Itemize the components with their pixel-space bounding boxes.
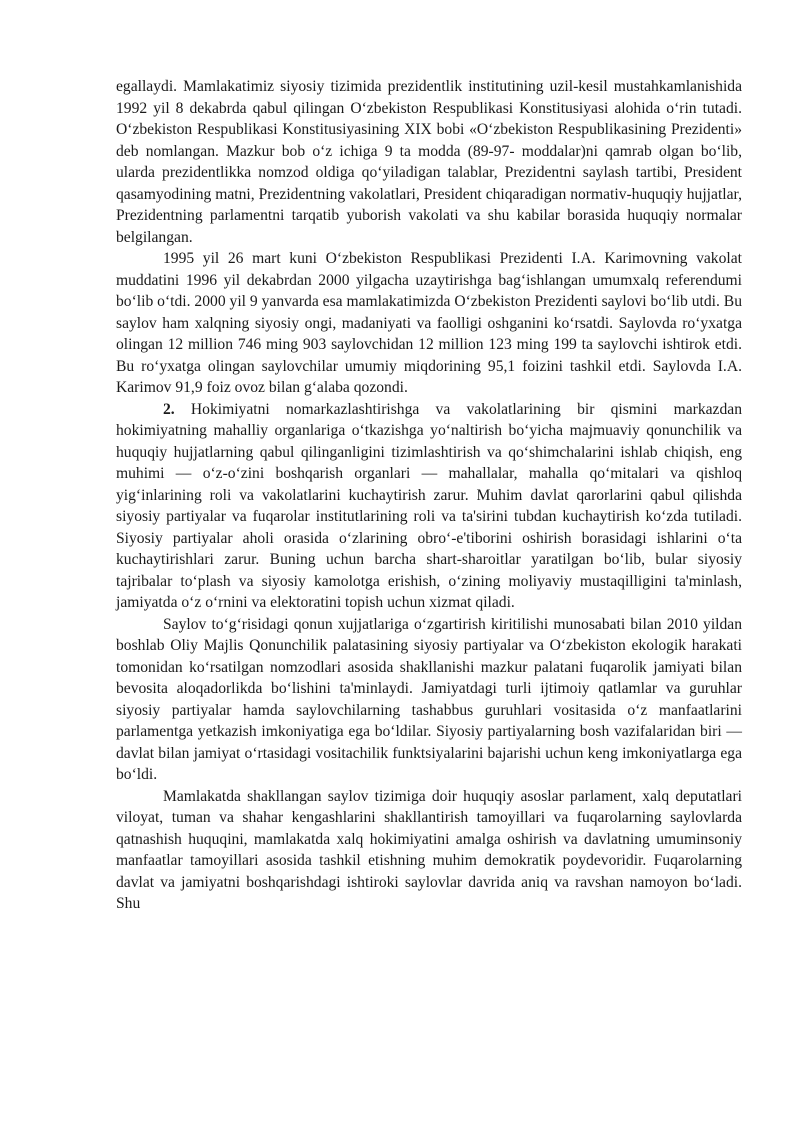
paragraph-continuation: egallaydi. Mamlakatimiz siyosiy tizimida prezidentlik institutining uzil-kesil mustahkamlanishida 1992 yil 8 dekabrda qabul qilingan O‘zbekiston Respublikasi Konstitusiyasi alohida o‘rin tutadi. O‘zbekiston Respublikasi Konstitusiyasining XIX bobi «O‘zbekiston Respublikasining Prezidenti» deb nomlangan. Mazkur bob o‘z ichiga 9 ta modda (89-97- moddalar)ni qamrab olgan bo‘lib, ularda prezidentlikka nomzod oldiga qo‘yiladigan talablar, Prezidentni saylash tartibi, President qasamyodining matni, Prezidentning vakolatlari, President chiqaradigan normativ-huquqiy hujjatlar, Prezidentning parlamentni tarqatib yuborish vakolati va shu kabilar borasida huquqiy normalar belgilangan. xyxy=(116,78,742,246)
paragraph-decentralization xyxy=(116,399,742,614)
paragraph-electoral-system: Mamlakatda shakllangan saylov tizimiga doir huquqiy asoslar parlament, xalq deputatlari viloyat, tuman va shahar kengashlarini shakllantirish tamoyillari va fuqarolarning saylovlarda qatnashish huquqini, mamlakatda xalq hokimiyatini amalga oshirish va davlatning umuminsoniy manfaatlar tamoyillari asosida tashkil etishning muhim demokratik poydevoridir. Fuqarolarning davlat va jamiyatni boshqarishdagi ishtiroki saylovlar davrida aniq va ravshan namoyon bo‘ladi. Shu xyxy=(116,787,742,912)
paragraph-referendum-election: 1995 yil 26 mart kuni O‘zbekiston Respublikasi Prezidenti I.A. Karimovning vakolat muddatini 1996 yil dekabrdan 2000 yilgacha uzaytirishga bag‘ishlangan umumxalq referendumi bo‘lib o‘tdi. 2000 yil 9 yanvarda esa mamlakatimizda O‘zbekiston Prezidenti saylovi bo‘lib utdi. Bu saylov ham xalqning siyosiy ongi, madaniyati va faolligi oshganini ko‘rsatdi. Saylovda ro‘yxatga olingan 12 million 746 ming 903 saylovchidan 12 million 123 ming 199 ta saylovchi ishtirok etdi. Bu ro‘yxatga olingan saylovchilar umumiy miqdorining 95,1 foizini tashkil etdi. Saylovda I.A. Karimov 91,9 foiz ovoz bilan g‘alaba qozondi. xyxy=(116,250,742,396)
paragraph-decentralization-text: Hokimiyatni nomarkazlashtirishga va vakolatlarining bir qismini markazdan hokimiyatning mahalliy organlariga o‘tkazishga yo‘naltirish bo‘yicha majmuaviy qonunchilik va huquqiy hujjatlarning qabul qilinganligini tizimlashtirish va qo‘shimchalarini ishlab chiqish, eng muhimi — o‘z-o‘zini boshqarish organlari — mahallalar, mahalla qo‘mitalari va qishloq yig‘inlarining roli va vakolatlarini kuchaytirish zarur. Muhim davlat qarorlarini qabul qilishda siyosiy partiyalar va fuqarolar institutlarining roli va ta'sirini tubdan kuchaytirish ko‘zda tutiladi. Siyosiy partiyalar aholi orasida o‘zlarining obro‘-e'tiborini oshirish borasidagi ishlarini o‘ta kuchaytirishlari zarur. Buning uchun barcha shart-sharoitlar yaratilgan bo‘lib, bular siyosiy tajribalar to‘plash va siyosiy kamolotga erishish, o‘zining moliyaviy mustaqilligini ta'minlash, jamiyatda o‘z o‘rnini va elektoratini topish uchun xizmat qiladi. xyxy=(116,400,742,611)
section-number: 2. xyxy=(163,400,175,418)
paragraph-election-law: Saylov to‘g‘risidagi qonun xujjatlariga o‘zgartirish kiritilishi munosabati bilan 2010 yildan boshlab Oliy Majlis Qonunchilik palatasining siyosiy partiyalar va O‘zbekiston ekologik harakati tomonidan ko‘rsatilgan nomzodlari asosida shakllanishi mazkur palatani fuqarolik jamiyati bilan bevosita aloqadorlikda bo‘lishini ta'minlaydi. Jamiyatdagi turli ijtimoiy qatlamlar va guruhlar siyosiy partiyalar hamda saylovchilarning tashabbus guruhlari vositasida o‘z manfaatlarini parlamentga yetkazish imkoniyatiga ega bo‘ldilar. Siyosiy partiyalarning bosh vazifalaridan biri — davlat bilan jamiyat o‘rtasidagi vositachilik funktsiyalarini bajarishi uchun keng imkoniyatlarga ega bo‘ldi. xyxy=(116,615,742,783)
document-body xyxy=(116,76,742,915)
